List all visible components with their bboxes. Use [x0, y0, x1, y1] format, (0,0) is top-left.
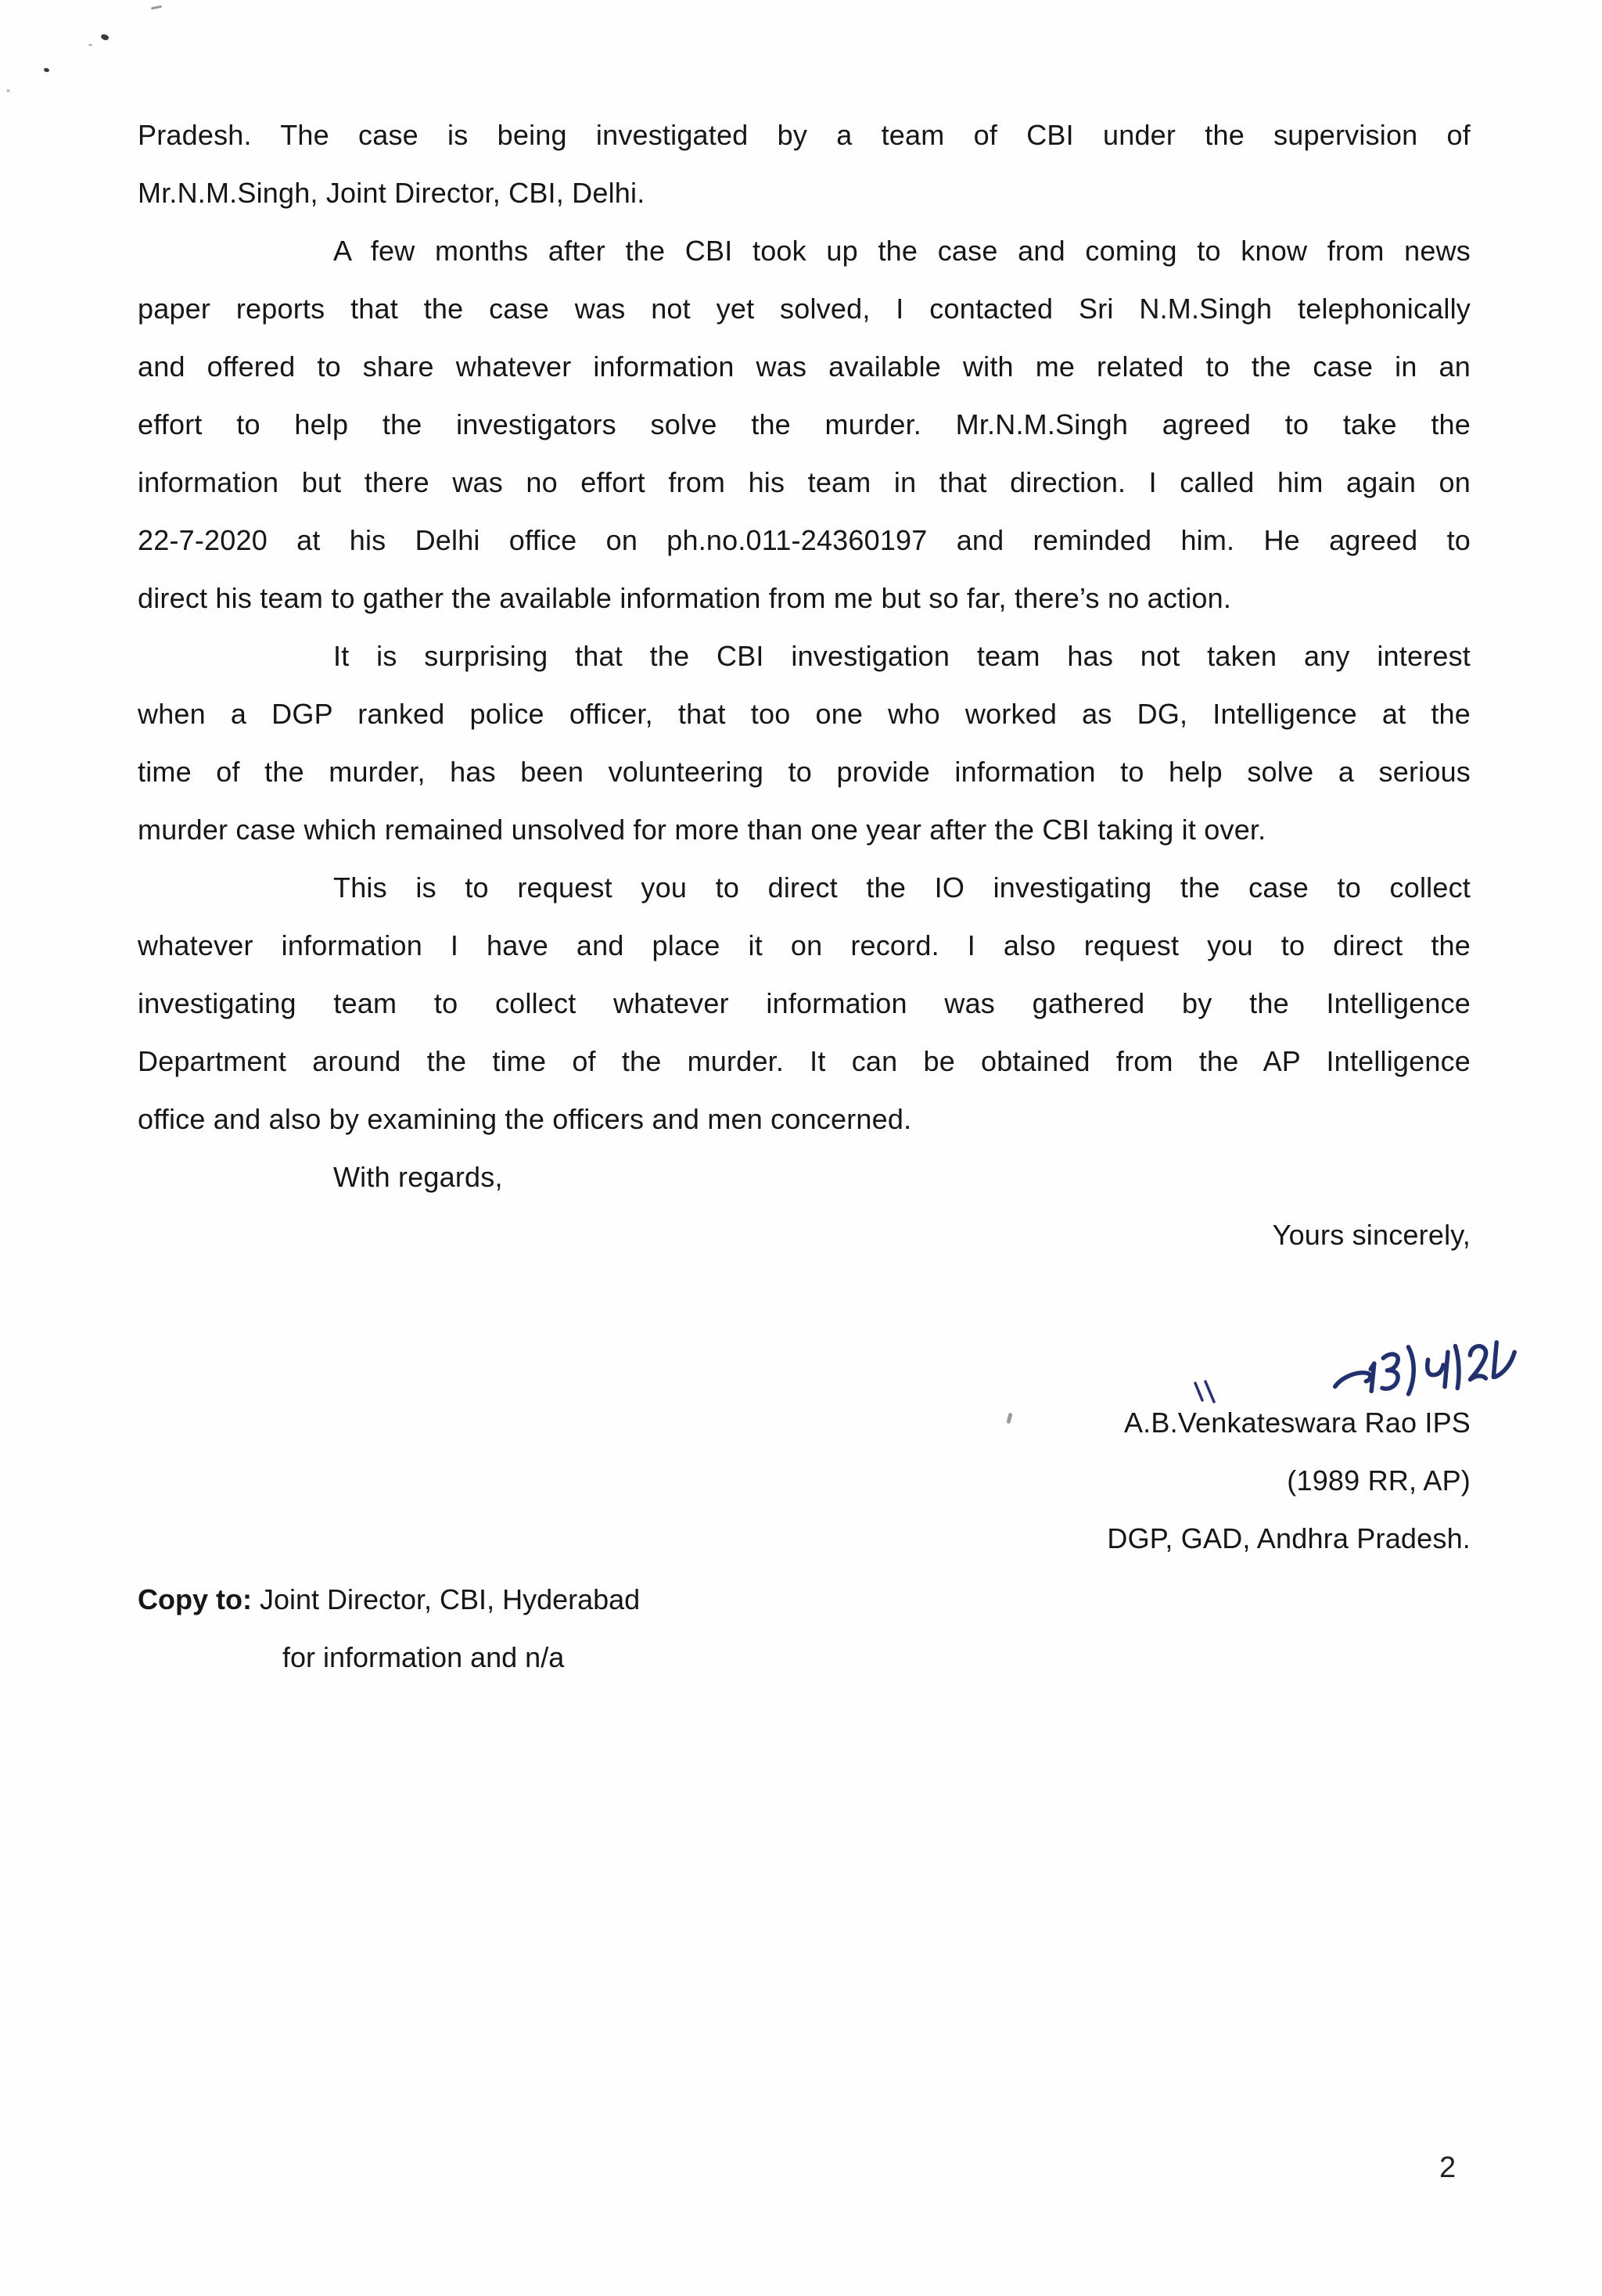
copy-to-label: Copy to:	[138, 1583, 252, 1615]
scan-speck	[151, 5, 162, 10]
signatory-batch: (1989 RR, AP)	[1287, 1464, 1471, 1497]
letter-line: effort to help the investigators solve the murder. Mr.N.M.Singh agreed to take the	[138, 408, 1471, 440]
scan-speck	[43, 67, 49, 73]
letter-line: and offered to share whatever information was available with me related to the case in an	[138, 350, 1471, 383]
closing-regards: With regards,	[333, 1161, 503, 1193]
letter-line: when a DGP ranked police officer, that too one who worked as DG, Intelligence at the	[138, 698, 1471, 730]
letter-line: information but there was no effort from his team in that direction. I called him again on	[138, 466, 1471, 498]
letter-line: time of the murder, has been volunteering to provide information to help solve a serious	[138, 756, 1471, 788]
letter-line: murder case which remained unsolved for more than one year after the CBI taking it over.	[138, 814, 1266, 846]
letter-line: This is to request you to direct the IO investigating the case to collect	[333, 871, 1471, 904]
letter-line: Department around the time of the murder. It can be obtained from the AP Intelligence	[138, 1045, 1471, 1077]
letter-line: It is surprising that the CBI investigation team has not taken any interest	[333, 640, 1471, 672]
letter-line: direct his team to gather the available information from me but so far, there’s no action.	[138, 582, 1232, 614]
copy-to-recipient: Joint Director, CBI, Hyderabad	[251, 1583, 641, 1615]
closing-sincerely: Yours sincerely,	[1272, 1219, 1471, 1251]
letter-line: Mr.N.M.Singh, Joint Director, CBI, Delhi.	[138, 177, 645, 209]
copy-to-block	[138, 1571, 1471, 1687]
letter-line: A few months after the CBI took up the case and coming to know from news	[333, 235, 1471, 267]
letter-line: investigating team to collect whatever information was gathered by the Intelligence	[138, 987, 1471, 1019]
scan-speck	[100, 33, 110, 41]
letter-line: Pradesh. The case is being investigated by a team of CBI under the supervision of	[138, 119, 1471, 151]
scan-speck	[88, 44, 92, 46]
signatory-name: A.B.Venkateswara Rao IPS	[1123, 1407, 1471, 1439]
page-number: 2	[1439, 2151, 1457, 2184]
letter-line: paper reports that the case was not yet solved, I contacted Sri N.M.Singh telephonically	[138, 293, 1471, 325]
letter-line: 22-7-2020 at his Delhi office on ph.no.011-24360197 and reminded him. He agreed to	[138, 524, 1471, 556]
copy-to-note: for information and n/a	[282, 1641, 565, 1673]
letter-line: whatever information I have and place it on record. I also request you to direct the	[138, 929, 1471, 961]
signature-block	[138, 1394, 1471, 1568]
letter-line: office and also by examining the officers and men concerned.	[138, 1103, 912, 1135]
copy-to-line	[138, 1571, 1471, 1629]
signatory-designation: DGP, GAD, Andhra Pradesh.	[1107, 1522, 1471, 1554]
scan-speck	[6, 89, 10, 92]
letter-body	[138, 106, 1471, 1264]
